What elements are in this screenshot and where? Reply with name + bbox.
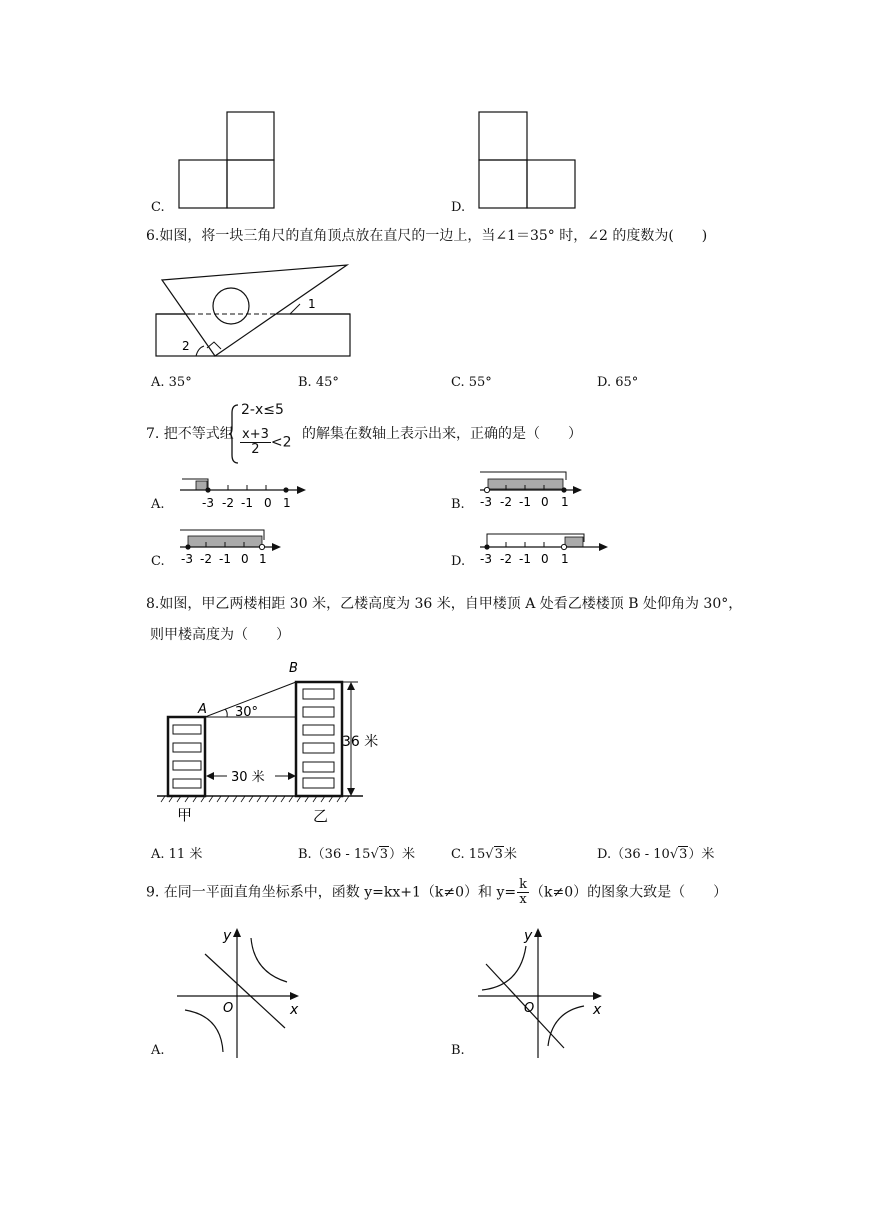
q7-a-tick-minus2: -2 (222, 496, 234, 510)
q5-c-square-top (227, 112, 274, 160)
q8-option-d[interactable]: D.（36 - 10√3）米 (597, 847, 715, 862)
q8-stem-line1: 8.如图，甲乙两楼相距 30 米，乙楼高度为 36 米，自甲楼顶 A 处看乙楼楼顶 B 处仰角为 30°， (146, 596, 743, 612)
q9-frac-den: x (519, 892, 527, 907)
q8-option-c[interactable]: C. 15√3米 (451, 847, 517, 862)
q9-a-line (205, 954, 285, 1028)
q6-stem: 6.如图，将一块三角尺的直角顶点放在直尺的一边上，当∠1＝35° 时，∠2 的度数为( ) (146, 228, 708, 244)
q7-option-b[interactable]: B. (451, 497, 465, 512)
q7-c-tick-0: 0 (241, 552, 249, 566)
q5-c-square-bottom-left (179, 160, 227, 208)
q8-option-c-radicand: 3 (494, 847, 503, 862)
q6-label-angle2: 2 (182, 339, 190, 353)
q8-option-c-post: 米 (503, 847, 517, 862)
q7-numberline-d (478, 530, 613, 570)
q9-b-label-x: x (593, 1002, 602, 1018)
q9-graph-a (175, 920, 305, 1060)
q7-d-tick-minus3: -3 (480, 552, 492, 566)
q9-frac-num: k (519, 877, 528, 892)
q7-numberline-a (178, 475, 308, 515)
q5-c-square-bottom-right (227, 160, 274, 208)
q7-c-tick-minus1: -1 (219, 552, 231, 566)
q8-label-yi: 乙 (313, 807, 329, 825)
q9-b-label-y: y (524, 928, 533, 944)
q5-figure-c (170, 105, 290, 215)
q8-option-d-pre: D.（36 - 10 (597, 847, 670, 862)
q7-d-point-minus3 (484, 544, 489, 549)
q8-option-a[interactable]: A. 11 米 (151, 847, 203, 862)
q7-d-tick-0: 0 (541, 552, 549, 566)
q7-ineq2-denominator: 2 (251, 442, 260, 457)
q9-option-b[interactable]: B. (451, 1043, 465, 1058)
q7-option-d[interactable]: D. (451, 554, 466, 569)
q7-ineq2-numerator: x+3 (242, 427, 269, 442)
q9-stem-pre: 9. 在同一平面直角坐标系中，函数 y=kx+1（k≠0）和 y= (146, 884, 517, 901)
q7-numberline-c (178, 528, 288, 570)
q9-stem-post: （k≠0）的图象大致是（ ） (530, 884, 728, 901)
q7-c-tick-1: 1 (259, 552, 267, 566)
q9-a-hyperbola-q3 (185, 1010, 223, 1052)
q7-brace (228, 403, 240, 465)
q5-d-square-bottom-left (479, 160, 527, 208)
q6-option-a[interactable]: A. 35° (151, 375, 192, 390)
q7-b-tick-minus1: -1 (519, 495, 531, 509)
q6-triangle (162, 265, 347, 356)
q8-figure (155, 655, 379, 825)
q7-c-point-minus3 (185, 544, 190, 549)
q8-option-c-pre: C. 15 (451, 847, 486, 862)
q9-a-hyperbola-q1 (251, 938, 287, 982)
q5-figure-d (470, 105, 590, 215)
q7-numberline-b (478, 472, 588, 514)
q8-building-jia (168, 717, 205, 796)
q7-option-a[interactable]: A. (151, 497, 165, 512)
q5-option-d[interactable]: D. (451, 200, 466, 215)
q7-a-point-1 (283, 487, 288, 492)
q7-a-tick-minus3: -3 (202, 496, 214, 510)
q7-a-tick-0: 0 (264, 496, 272, 510)
q7-option-c[interactable]: C. (151, 554, 165, 569)
q7-ineq2-rhs: <2 (270, 434, 292, 451)
q5-d-square-top (479, 112, 527, 160)
q7-suffix: 的解集在数轴上表示出来，正确的是（ ） (302, 426, 582, 442)
q6-option-c[interactable]: C. 55° (451, 375, 492, 390)
q7-c-tick-minus3: -3 (181, 552, 193, 566)
q9-a-label-y: y (223, 928, 232, 944)
q9-option-a[interactable]: A. (151, 1043, 165, 1058)
q7-d-point-1 (561, 544, 566, 549)
q5-option-c[interactable]: C. (151, 200, 165, 215)
q6-label-angle1: 1 (308, 297, 316, 311)
q8-option-b-pre: B.（36 - 15 (298, 847, 371, 862)
q6-figure (150, 260, 360, 365)
q7-b-point-1 (561, 487, 566, 492)
q6-angle2-arc (196, 346, 204, 356)
q8-label-a: A (198, 702, 207, 717)
q9-a-label-origin: O (223, 1001, 234, 1016)
q9-stem (146, 878, 727, 907)
q9-b-hyperbola-q4 (548, 1006, 584, 1046)
q8-label-angle: 30° (235, 705, 259, 720)
q8-label-jia: 甲 (177, 806, 193, 824)
q8-angle-arc (225, 709, 227, 717)
q8-label-distance: 30 米 (231, 770, 265, 785)
q6-option-d[interactable]: D. 65° (597, 375, 639, 390)
q9-a-label-x: x (290, 1002, 299, 1018)
q7-d-tick-1: 1 (561, 552, 569, 566)
q9-b-label-origin: O (524, 1001, 535, 1016)
q9-graph-b (476, 920, 611, 1060)
q9-b-hyperbola-q2 (482, 946, 526, 990)
q7-inequality-1: 2-x≤5 (241, 402, 284, 418)
q7-d-tick-minus1: -1 (519, 552, 531, 566)
q7-c-tick-minus2: -2 (200, 552, 212, 566)
q8-stem-line2: 则甲楼高度为（ ） (150, 627, 290, 643)
q5-d-square-bottom-right (527, 160, 575, 208)
q7-b-tick-1: 1 (561, 495, 569, 509)
q6-angle1-arc (290, 304, 300, 314)
q8-option-b[interactable]: B.（36 - 15√3）米 (298, 847, 416, 862)
q6-option-b[interactable]: B. 45° (298, 375, 339, 390)
q8-option-d-radicand: 3 (679, 847, 688, 862)
q8-label-b: B (289, 661, 298, 676)
q7-b-tick-minus3: -3 (480, 495, 492, 509)
q8-option-b-radicand: 3 (379, 847, 389, 862)
q7-d-tick-minus2: -2 (500, 552, 512, 566)
q7-a-tick-1: 1 (283, 496, 291, 510)
q7-b-tick-minus2: -2 (500, 495, 512, 509)
q7-b-tick-0: 0 (541, 495, 549, 509)
q8-option-d-post: ）米 (688, 847, 715, 862)
q8-option-b-post: ）米 (389, 847, 416, 862)
q7-prefix: 7. 把不等式组 (146, 426, 234, 442)
q7-c-point-1 (259, 544, 264, 549)
q7-a-tick-minus1: -1 (241, 496, 253, 510)
q7-b-point-minus3 (484, 487, 489, 492)
q7-inequality-2 (240, 428, 292, 457)
q8-label-height: 36 米 (342, 734, 379, 750)
